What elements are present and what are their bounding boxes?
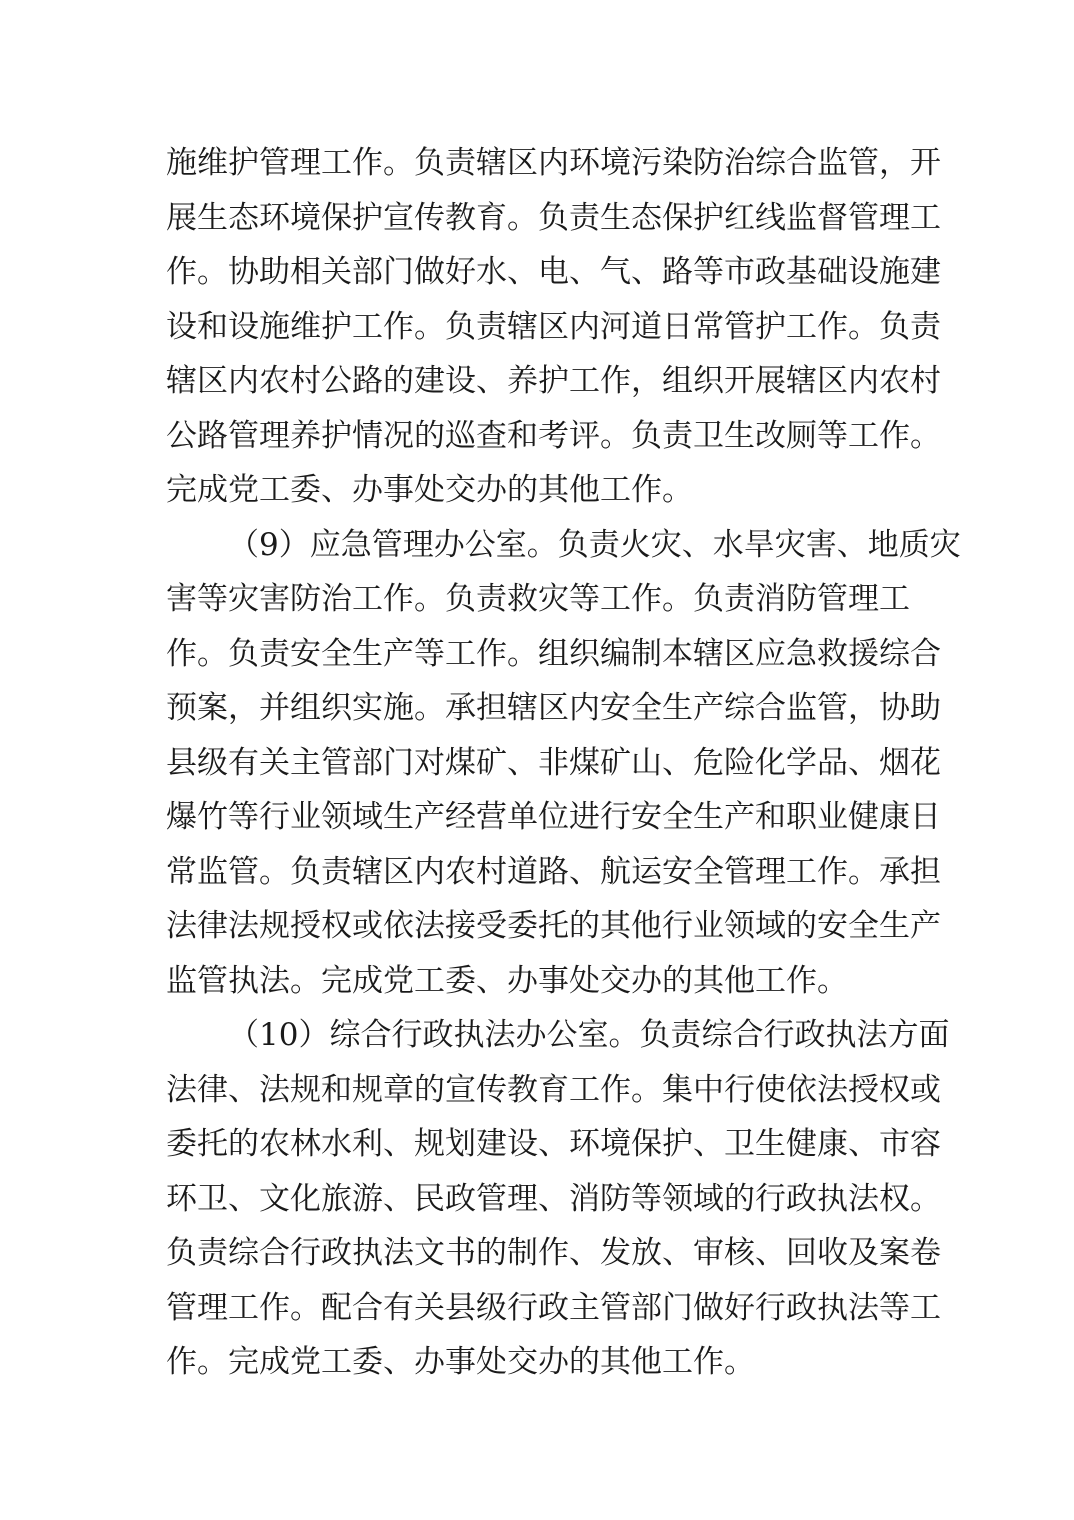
- text-line: 完成党工委、办事处交办的其他工作。: [166, 472, 693, 508]
- text-line: 作。协助相关部门做好水、电、气、路等市政基础设施建: [166, 254, 941, 290]
- text-line: 害等灾害防治工作。负责救灾等工作。负责消防管理工: [166, 581, 910, 617]
- text-line: 作。完成党工委、办事处交办的其他工作。: [166, 1344, 755, 1380]
- text-line: （9）应急管理办公室。负责火灾、水旱灾害、地质灾: [228, 526, 961, 563]
- text-line: 展生态环境保护宣传教育。负责生态保护红线监督管理工: [166, 199, 941, 236]
- text-line: 公路管理养护情况的巡查和考评。负责卫生改厕等工作。: [166, 417, 941, 454]
- text-line: 常监管。负责辖区内农村道路、航运安全管理工作。承担: [166, 853, 941, 890]
- text-line: 爆竹等行业领域生产经营单位进行安全生产和职业健康日: [166, 799, 941, 835]
- text-line: 施维护管理工作。负责辖区内环境污染防治综合监管，开: [166, 145, 941, 181]
- text-line: （10）综合行政执法办公室。负责综合行政执法方面: [228, 1017, 950, 1053]
- text-line: 法律、法规和规章的宣传教育工作。集中行使依法授权或: [166, 1071, 941, 1108]
- document-body: [166, 136, 961, 1390]
- text-line: 委托的农林水利、规划建设、环境保护、卫生健康、市容: [166, 1126, 941, 1162]
- text-line: 环卫、文化旅游、民政管理、消防等领域的行政执法权。: [166, 1180, 941, 1217]
- text-line: 辖区内农村公路的建设、养护工作，组织开展辖区内农村: [166, 363, 941, 399]
- text-line: 设和设施维护工作。负责辖区内河道日常管护工作。负责: [166, 308, 941, 345]
- paragraph-continued: [166, 136, 941, 518]
- paragraph-emergency-office: [166, 518, 961, 1009]
- text-line: 监管执法。完成党工委、办事处交办的其他工作。: [166, 962, 848, 999]
- text-line: 法律法规授权或依法接受委托的其他行业领域的安全生产: [166, 908, 941, 944]
- text-line: 负责综合行政执法文书的制作、发放、审核、回收及案卷: [166, 1235, 941, 1271]
- text-line: 县级有关主管部门对煤矿、非煤矿山、危险化学品、烟花: [166, 744, 941, 781]
- text-line: 作。负责安全生产等工作。组织编制本辖区应急救援综合: [166, 635, 941, 672]
- text-line: 预案，并组织实施。承担辖区内安全生产综合监管，协助: [166, 690, 941, 726]
- text-line: 管理工作。配合有关县级行政主管部门做好行政执法等工: [166, 1289, 941, 1326]
- paragraph-law-enforcement-office: [166, 1008, 950, 1390]
